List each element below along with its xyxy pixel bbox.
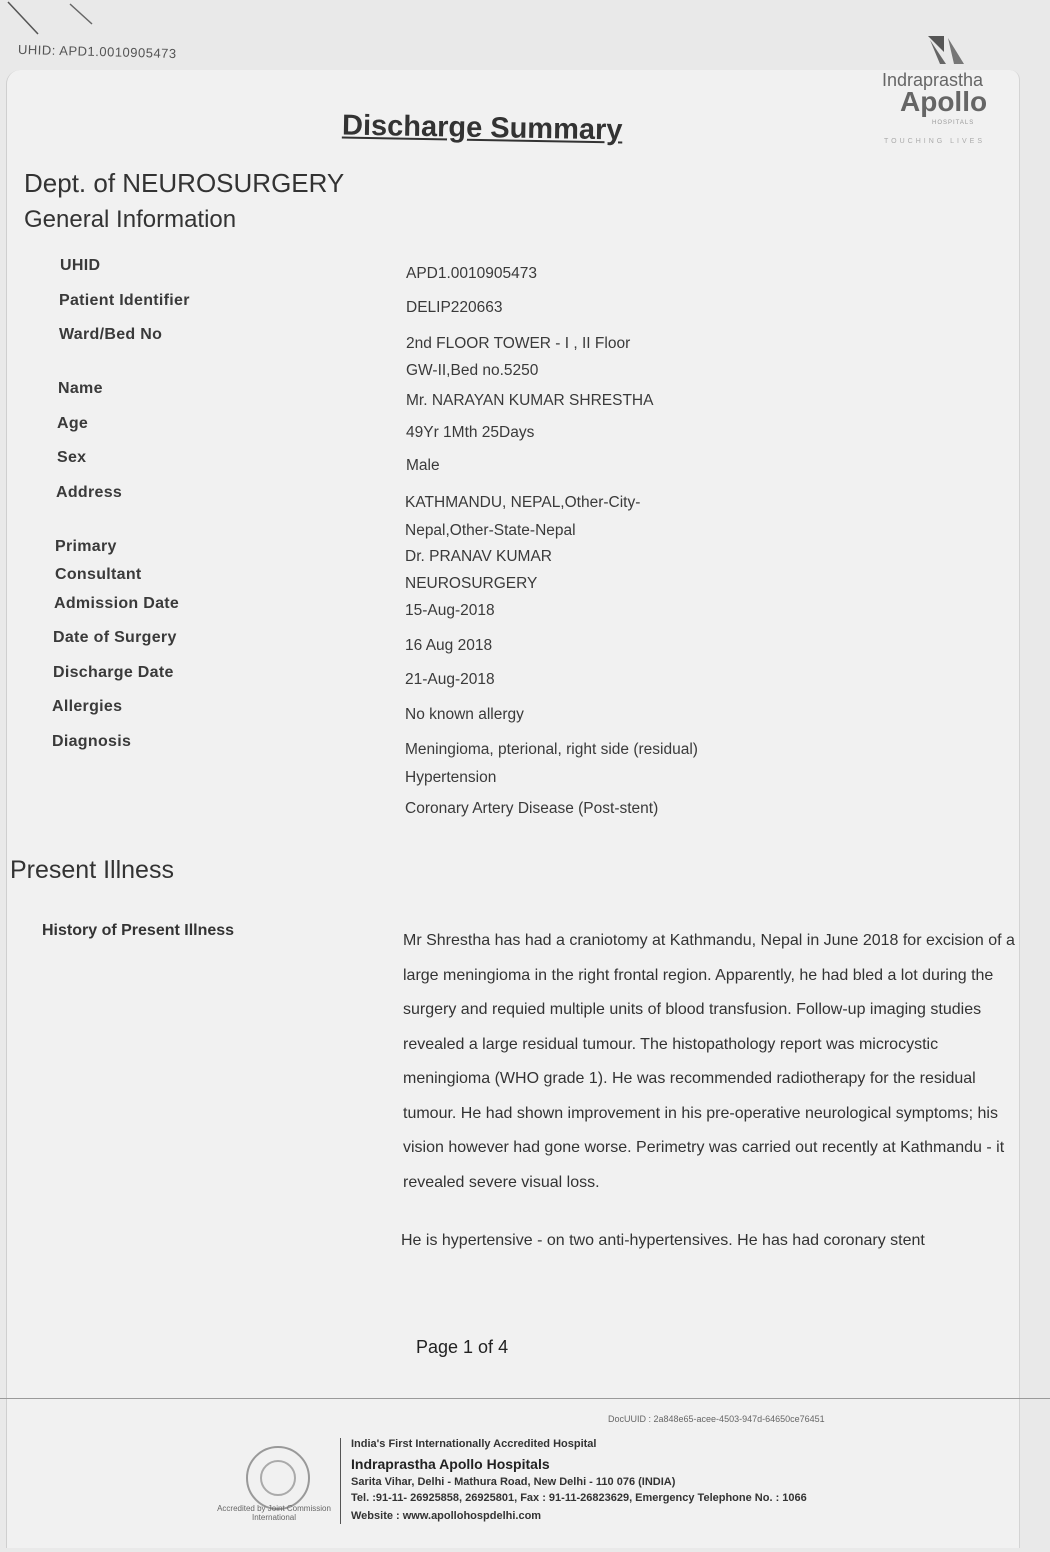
- ward-bed-value-line2: GW-II,Bed no.5250: [406, 362, 539, 379]
- admission-date-label: Admission Date: [54, 595, 180, 612]
- footer-hospital-name: Indraprastha Apollo Hospitals: [351, 1456, 550, 1472]
- address-value-line1: KATHMANDU, NEPAL,Other-City-: [405, 494, 641, 511]
- footer-website: Website : www.apollohospdelhi.com: [351, 1510, 542, 1522]
- doc-uuid: DocUUID : 2a848e65-acee-4503-947d-64650ce76451: [608, 1414, 825, 1424]
- name-label: Name: [58, 380, 103, 397]
- uhid-label: UHID: [60, 257, 101, 274]
- ward-bed-label: Ward/Bed No: [59, 326, 163, 343]
- jci-seal-icon: [246, 1446, 310, 1510]
- history-paragraph-2: He is hypertensive - on two anti-hypertensives. He has had coronary stent: [401, 1232, 925, 1249]
- history-of-present-illness-label: History of Present Illness: [42, 922, 235, 939]
- address-value-line2: Nepal,Other-State-Nepal: [405, 522, 576, 539]
- hospital-logo: [878, 34, 1018, 144]
- uhid-value: APD1.0010905473: [406, 265, 538, 282]
- logo-text-apollo: Apollo: [900, 86, 988, 117]
- patient-identifier-label: Patient Identifier: [59, 292, 190, 309]
- footer-tagline: India's First Internationally Accredited Hospital: [351, 1438, 597, 1450]
- sex-label: Sex: [57, 449, 87, 466]
- page-number: Page 1 of 4: [416, 1337, 509, 1357]
- date-of-surgery-label: Date of Surgery: [53, 629, 177, 646]
- primary-consultant-label-line2: Consultant: [55, 566, 142, 583]
- primary-consultant-value-line1: Dr. PRANAV KUMAR: [405, 548, 552, 565]
- department-heading: Dept. of NEUROSURGERY: [24, 168, 345, 198]
- footer-address: Sarita Vihar, Delhi - Mathura Road, New Delhi - 110 076 (INDIA): [351, 1476, 676, 1488]
- seal-caption: Accredited by Joint Commission International: [217, 1504, 331, 1522]
- allergies-label: Allergies: [52, 698, 123, 715]
- age-label: Age: [57, 415, 89, 432]
- general-information-heading: General Information: [24, 206, 237, 233]
- present-illness-heading: Present Illness: [10, 856, 174, 884]
- primary-consultant-value-line2: NEUROSURGERY: [405, 575, 538, 592]
- history-paragraph-1: Mr Shrestha has had a craniotomy at Kathmandu, Nepal in June 2018 for excision of a large meningioma in the right frontal region. Apparently, he had bled a lot during the surgery and requied multiple units of blood transfusion. Follow-up imaging studies revealed a large residual tumour. The histopathology report was microcystic meningioma (WHO grade 1). He was recommended radiotherapy for the residual tumour. He had shown improvement in his pre-operative neurological symptoms; his vision however had gone worse. Perimetry was carried out recently at Kathmandu - it revealed severe visual loss.: [403, 932, 1015, 1191]
- logo-tagline: TOUCHING LIVES: [884, 138, 985, 145]
- address-label: Address: [56, 484, 123, 501]
- diagnosis-item: Meningioma, pterional, right side (residual): [405, 741, 698, 758]
- date-of-surgery-value: 16 Aug 2018: [405, 637, 493, 654]
- logo-text-hospitals: HOSPITALS: [932, 120, 975, 126]
- patient-identifier-value: DELIP220663: [406, 299, 503, 316]
- ward-bed-value-line1: 2nd FLOOR TOWER - I , II Floor: [406, 335, 631, 352]
- discharge-date-label: Discharge Date: [53, 664, 174, 681]
- apollo-logo-icon: [924, 34, 968, 68]
- diagnosis-label: Diagnosis: [52, 733, 132, 750]
- age-value: 49Yr 1Mth 25Days: [406, 424, 535, 441]
- footer-separator: [340, 1438, 341, 1524]
- discharge-date-value: 21-Aug-2018: [405, 671, 495, 688]
- document-title: Discharge Summary: [341, 109, 623, 147]
- diagnosis-item: Coronary Artery Disease (Post-stent): [405, 800, 659, 817]
- logo-text-indraprastha: Indraprastha: [882, 70, 984, 90]
- admission-date-value: 15-Aug-2018: [405, 602, 495, 619]
- footer-divider: [0, 1398, 1050, 1399]
- sex-value: Male: [406, 457, 440, 474]
- footer-phones: Tel. :91-11- 26925858, 26925801, Fax : 91-11-26823629, Emergency Telephone No. : 1066: [351, 1492, 807, 1504]
- name-value: Mr. NARAYAN KUMAR SHRESTHA: [406, 392, 654, 409]
- corner-pen-mark: [0, 0, 110, 40]
- allergies-value: No known allergy: [405, 706, 524, 723]
- primary-consultant-label-line1: Primary: [55, 538, 117, 555]
- uhid-stamp: UHID: APD1.0010905473: [17, 41, 177, 62]
- diagnosis-item: Hypertension: [405, 769, 497, 786]
